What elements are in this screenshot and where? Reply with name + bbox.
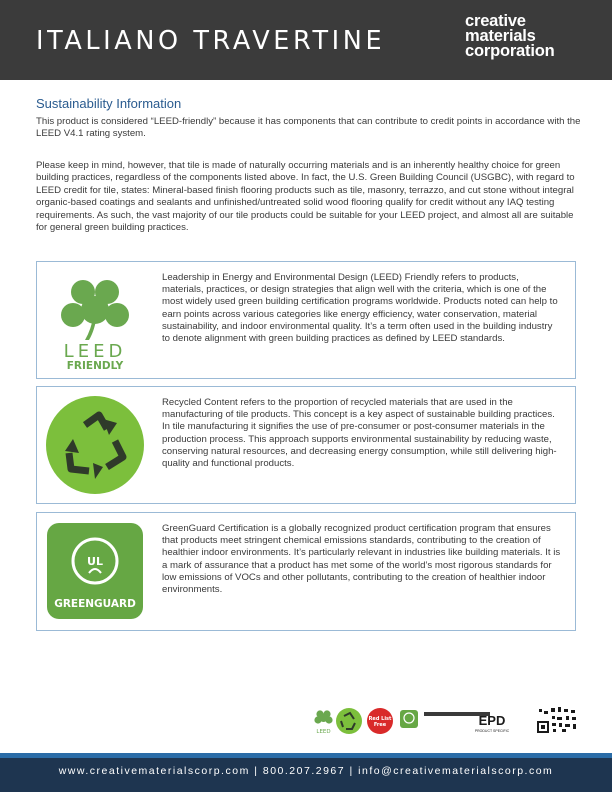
red-list-free-label: Free bbox=[373, 722, 387, 728]
product-title: ITALIANO TRAVERTINE bbox=[36, 26, 386, 56]
greenguard-card bbox=[36, 512, 576, 631]
header-banner bbox=[0, 0, 612, 80]
recycle-small-badge bbox=[336, 708, 362, 734]
epd-sub-label: PRODUCT SPECIFIC bbox=[474, 729, 510, 733]
section-heading: Sustainability Information bbox=[36, 96, 182, 111]
epd-label: EPD bbox=[478, 713, 506, 728]
red-list-free-badge bbox=[367, 708, 393, 734]
greenguard-logo bbox=[45, 521, 145, 621]
leed-description: Leadership in Energy and Environmental Design (LEED) Friendly refers to products, materials, practices, or design strategies that align well with the criteria, which is one of the most widely used green building certification programs worldwide. Products noted can help to earn points across various categories like energy efficiency, water conservation, material sustainability, and indoor environmental quality. It’s a term often used in the building industry to denote alignment with green building practices as defined by LEED standards. bbox=[162, 272, 558, 345]
red-list-label: Red List bbox=[368, 716, 392, 722]
friendly-logo-word: FRIENDLY bbox=[66, 360, 124, 370]
leed-small-badge bbox=[314, 710, 332, 735]
tile-paragraph: Please keep in mind, however, that tile is made of naturally occurring materials and is an inherently healthy choice for green building practices, regardless of the components listed above. In fact, the U.S. Green Building Council (USGBC), with regard to LEED credit for tile, states: Mineral-based finish flooring products such as tile, masonry, terrazzo, and cut stone without integral organic-based coatings and sealants and unfinished/untreated solid wood flooring qualify for credit without any IAQ testing requirements. As such, the vast majority of our tile products could be suitable for your LEED project, and almost all are suitable for general green building practices. bbox=[36, 160, 575, 234]
greenguard-small-badge bbox=[400, 710, 418, 728]
leed-badge-label: LEED bbox=[316, 729, 331, 735]
ul-mark: UL bbox=[87, 555, 103, 568]
footer-contact-line: www.creativematerialscorp.com | 800.207.2967 | info@creativematerialscorp.com bbox=[58, 765, 554, 777]
recycle-icon bbox=[45, 395, 145, 495]
greenguard-description: GreenGuard Certification is a globally recognized product certification program that ensures that products meet stringent chemical emissions standards, contributing to the creation of healthier indoor environments. It’s particularly relevant in industries like building materials. It is a mark of assurance that a product has met some of the world’s most rigorous standards for low emissions of VOCs and other pollutants, contributing to the creation of healthier indoor environments. bbox=[162, 523, 561, 596]
leed-friendly-logo bbox=[45, 270, 145, 370]
footer-stripe bbox=[0, 753, 612, 758]
recycled-description: Recycled Content refers to the proportion of recycled materials that are used in the manufacturing of tile products. This concept is a key aspect of sustainable building practices. In tile manufacturing it signifies the use of pre-consumer or post-consumer materials in the production process. This approach supports environmental sustainability by reducing waste, conserving natural resources, and decreasing energy consumption, while still delivering high-quality and functional products. bbox=[162, 397, 557, 470]
epd-badge bbox=[424, 712, 510, 733]
footer-bar bbox=[0, 753, 612, 792]
leed-card bbox=[36, 261, 576, 379]
certification-badges bbox=[314, 706, 584, 736]
company-logo bbox=[465, 14, 554, 59]
brand-line-1: creative bbox=[465, 12, 526, 30]
leed-logo-word: LEED bbox=[63, 341, 127, 362]
recycled-card bbox=[36, 386, 576, 504]
brand-line-3: corporation bbox=[465, 42, 555, 60]
qr-code bbox=[536, 706, 578, 734]
brand-line-2: materials bbox=[465, 27, 536, 45]
greenguard-wordmark: GREENGUARD bbox=[54, 598, 136, 610]
intro-paragraph: This product is considered “LEED-friendly” because it has components that can contribute to credit points in accordance with the LEED V4.1 rating system. bbox=[36, 116, 581, 140]
